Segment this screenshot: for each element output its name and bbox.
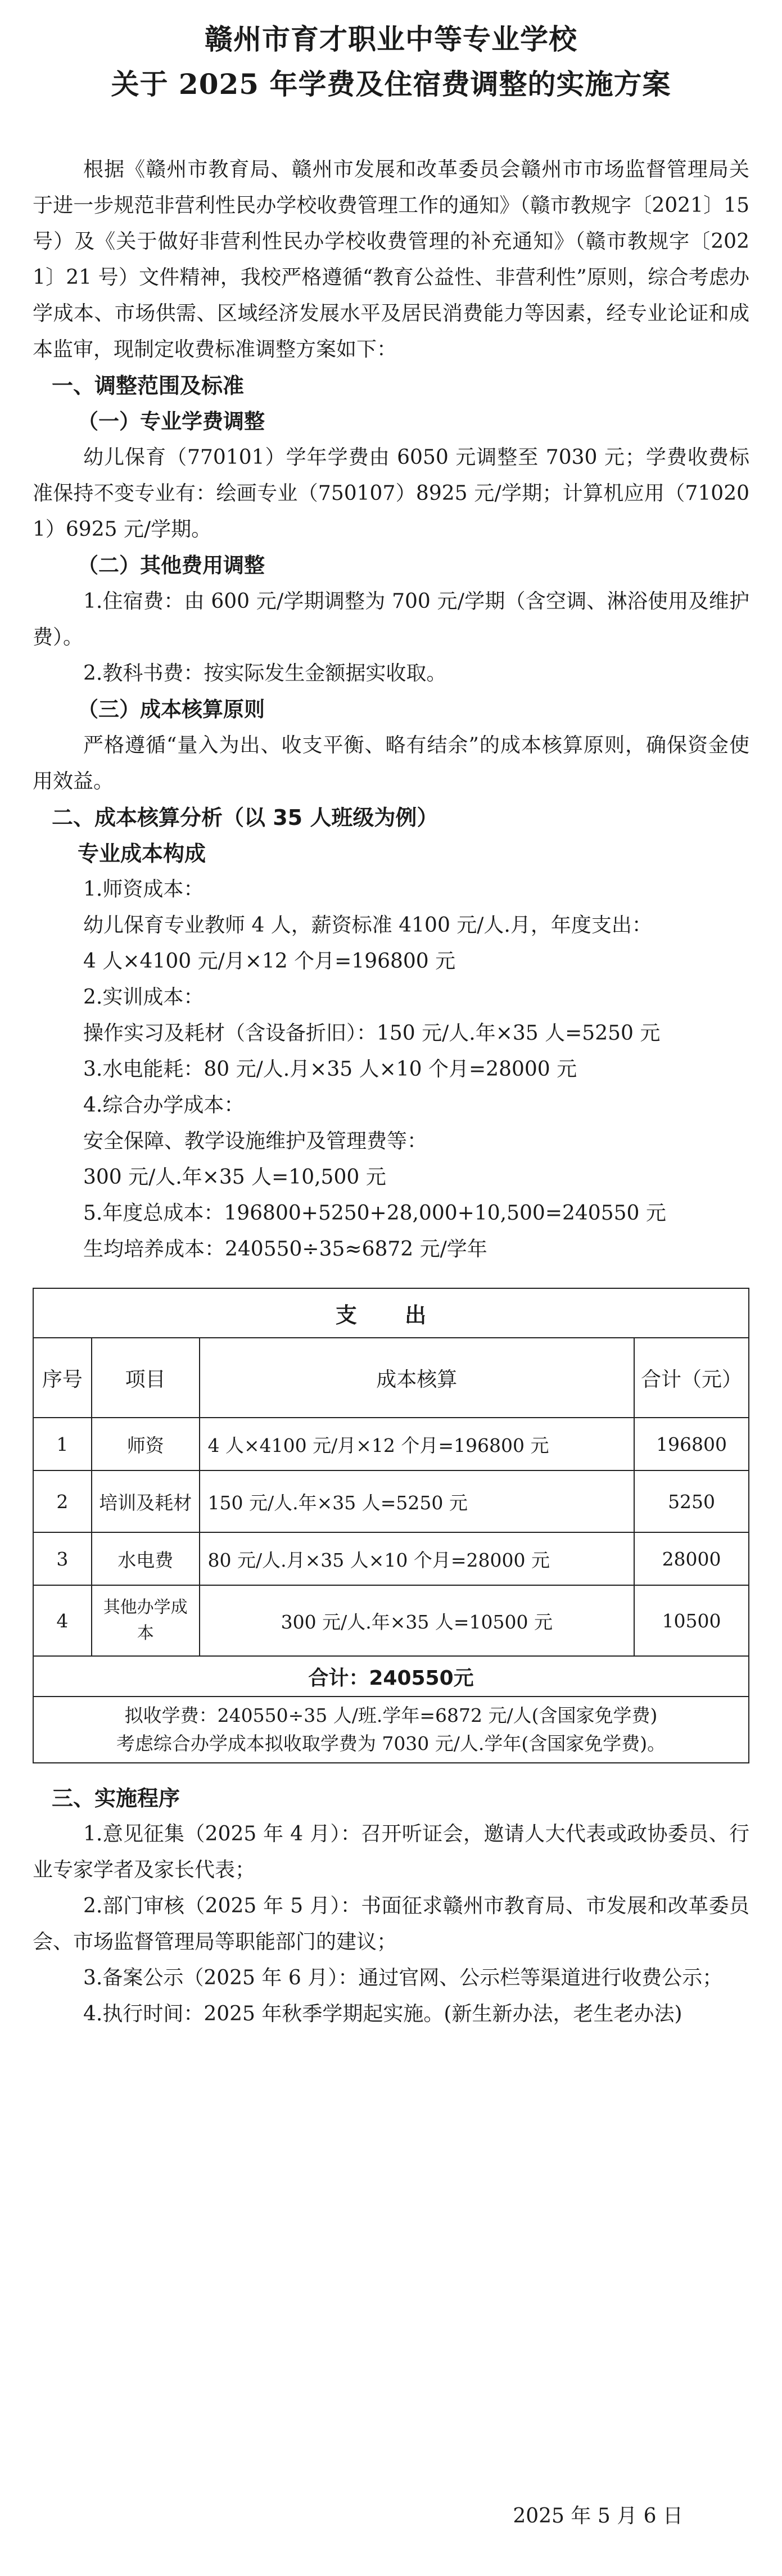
tuition-adjustment-text: 幼儿保育（770101）学年学费由 6050 元调整至 7030 元；学费收费标准保持不变专业有：绘画专业（750107）8925 元/学期；计算机应用（710201）6925 元/学期。 <box>33 446 749 541</box>
cost-line: 3.水电能耗：80 元/人.月×35 人×10 个月=28000 元 <box>83 1058 577 1081</box>
section-1 <box>33 368 749 800</box>
document-date: 2025 年 5 月 6 日 <box>513 2505 683 2528</box>
procedure-item: 1.意见征集（2025 年 4 月）：召开听证会，邀请人大代表或政协委员、行业专家学者及家长代表； <box>33 1822 749 1882</box>
intro-paragraph: 根据《赣州市教育局、赣州市发展和改革委员会赣州市市场监督管理局关于进一步规范非营利性民办学校收费管理工作的通知》（赣市教规字〔2021〕15 号）及《关于做好非营利性民办学校收费管理的补充通知》（赣市教规字〔2021〕21 号）文件精神，我校严格遵循“教育公益性、非营利性”原则，综合考虑办学成本、市场供需、区域经济发展水平及居民消费能力等因素，经专业论证和成本监审，现制定收费标准调整方案如下： <box>33 158 749 361</box>
table-row <box>33 1532 749 1585</box>
column-header: 成本核算 <box>200 1338 635 1418</box>
cost-line: 1.师资成本： <box>83 878 204 901</box>
cost-line: 生均培养成本：240550÷35≈6872 元/学年 <box>83 1238 487 1261</box>
column-header: 合计（元） <box>634 1338 749 1418</box>
cost-line: 幼儿保育专业教师 4 人，薪资标准 4100 元/人.月，年度支出： <box>83 914 652 937</box>
cell-item: 培训及耗材 <box>92 1470 200 1532</box>
table-title-row <box>33 1288 749 1338</box>
table-row <box>33 1470 749 1532</box>
tuition-note <box>33 1697 749 1763</box>
table-header-row <box>33 1338 749 1418</box>
table-total-row <box>33 1656 749 1697</box>
cost-line: 5.年度总成本：196800+5250+28,000+10,500=240550 元 <box>83 1202 666 1225</box>
column-header: 序号 <box>33 1338 92 1418</box>
section-1-sub-2-heading: （二）其他费用调整 <box>78 553 265 578</box>
section-1-sub-1-heading: （一）专业学费调整 <box>78 409 265 434</box>
cell-calc: 150 元/人.年×35 人=5250 元 <box>200 1470 635 1532</box>
table-row <box>33 1585 749 1656</box>
procedure-item: 4.执行时间：2025 年秋季学期起实施。(新生新办法，老生老办法) <box>83 2002 682 2025</box>
cell-no: 4 <box>33 1585 92 1656</box>
section-2-heading: 二、成本核算分析（以 35 人班级为例） <box>52 805 439 830</box>
section-3 <box>33 1780 749 2032</box>
procedure-item: 2.部门审核（2025 年 5 月）：书面征求赣州市教育局、市发展和改革委员会、市场监督管理局等职能部门的建议； <box>33 1894 749 1954</box>
cost-principle-text: 严格遵循“量入为出、收支平衡、略有结余”的成本核算原则，确保资金使用效益。 <box>33 734 749 793</box>
cell-calc: 300 元/人.年×35 人=10500 元 <box>200 1585 635 1656</box>
cost-line: 安全保障、教学设施维护及管理费等： <box>83 1130 428 1153</box>
cell-total: 5250 <box>634 1470 749 1532</box>
cell-item: 其他办学成本 <box>92 1585 200 1656</box>
tuition-note-line: 拟收学费：240550÷35 人/班.学年=6872 元/人(含国家免学费) <box>124 1704 658 1726</box>
cost-line: 4 人×4100 元/月×12 个月=196800 元 <box>83 950 456 973</box>
cell-total: 10500 <box>634 1585 749 1656</box>
column-header: 项目 <box>92 1338 200 1418</box>
cell-item: 师资 <box>92 1418 200 1470</box>
cost-line: 4.综合办学成本： <box>83 1094 245 1117</box>
cell-no: 2 <box>33 1470 92 1532</box>
section-2-subheading: 专业成本构成 <box>78 841 206 866</box>
table-note-row <box>33 1697 749 1763</box>
title-line-1: 赣州市育才职业中等专业学校 <box>205 22 577 56</box>
table-title: 支 出 <box>33 1288 749 1338</box>
cell-item: 水电费 <box>92 1532 200 1585</box>
cell-total: 28000 <box>634 1532 749 1585</box>
tuition-note-line: 考虑综合办学成本拟收取学费为 7030 元/人.学年(含国家免学费)。 <box>116 1733 666 1754</box>
section-1-heading: 一、调整范围及标准 <box>52 373 245 398</box>
cell-total: 196800 <box>634 1418 749 1470</box>
expense-table <box>33 1288 749 1763</box>
cost-line: 2.实训成本： <box>83 986 204 1009</box>
cell-no: 1 <box>33 1418 92 1470</box>
cell-calc: 80 元/人.月×35 人×10 个月=28000 元 <box>200 1532 635 1585</box>
cell-no: 3 <box>33 1532 92 1585</box>
table-row <box>33 1418 749 1470</box>
section-2 <box>33 800 749 1267</box>
cost-line: 操作实习及耗材（含设备折旧）：150 元/人.年×35 人=5250 元 <box>83 1022 661 1045</box>
section-3-heading: 三、实施程序 <box>52 1786 180 1811</box>
title-line-2: 关于 2025 年学费及住宿费调整的实施方案 <box>111 67 671 101</box>
cell-calc: 4 人×4100 元/月×12 个月=196800 元 <box>200 1418 635 1470</box>
grand-total: 合计：240550元 <box>33 1656 749 1697</box>
cost-line: 300 元/人.年×35 人=10,500 元 <box>83 1166 386 1189</box>
dorm-fee-item: 1.住宿费：由 600 元/学期调整为 700 元/学期（含空调、淋浴使用及维护费）。 <box>33 590 749 649</box>
procedure-item: 3.备案公示（2025 年 6 月）：通过官网、公示栏等渠道进行收费公示； <box>83 1966 723 1989</box>
section-1-sub-3-heading: （三）成本核算原则 <box>78 697 265 721</box>
textbook-fee-item: 2.教科书费：按实际发生金额据实收取。 <box>83 662 447 685</box>
